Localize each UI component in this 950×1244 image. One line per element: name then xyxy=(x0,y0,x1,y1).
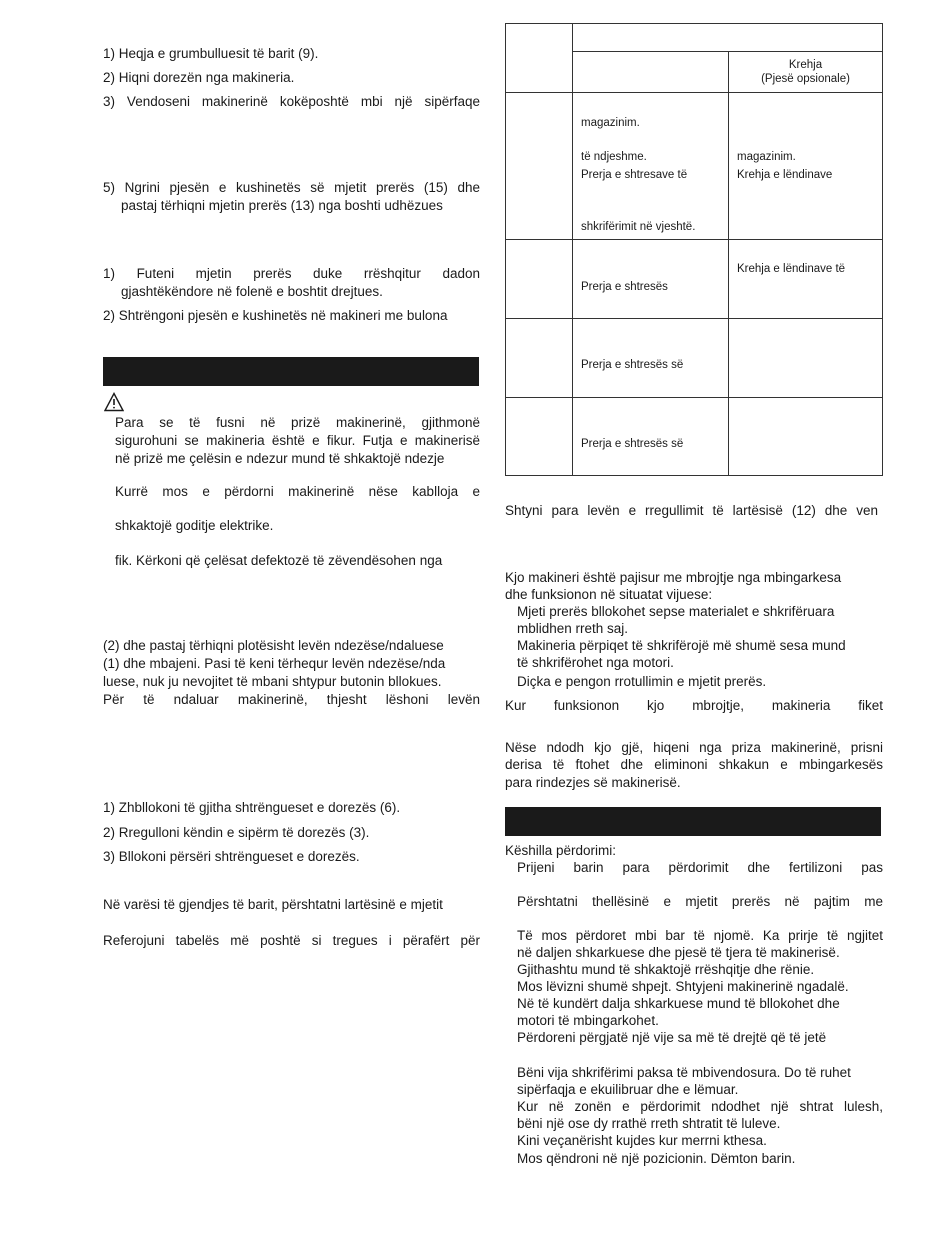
tip-depth: Përshtatni thellësinë e mjetit prerës në pajtim me xyxy=(517,894,883,909)
table-reference-line: Referojuni tabelës më poshtë si tregues i përafërt për xyxy=(103,933,480,948)
table-header-col2 xyxy=(573,52,729,93)
tip-speed-1: Mos lëvizni shumë shpejt. Shtyjeni makinerinë ngadalë. xyxy=(517,979,849,994)
r4c2-line: Prerja e shtresës së xyxy=(581,438,684,450)
tip-wet-1: Të mos përdoret mbi bar të njomë. Ka prirje të ngjitet xyxy=(517,928,883,943)
overload-item-2b: të shkrifërohet nga motori. xyxy=(517,655,674,670)
overload-intro-1: Kjo makineri është pajisur me mbrojtje nga mbingarkesa xyxy=(505,570,842,585)
r2c3-line: Krehja e lëndinave të xyxy=(737,263,846,275)
r1c2-line-2: të ndjeshme. xyxy=(581,151,647,163)
r3c2-line: Prerja e shtresës së xyxy=(581,359,684,371)
section-header-bar-right xyxy=(505,807,881,836)
r1c2-line-3: Prerja e shtresave të xyxy=(581,169,688,181)
step-insert-tool: 1) Futeni mjetin prerës duke rrëshqitur dadon xyxy=(103,266,480,281)
r1c2-line-1: magazinim. xyxy=(581,117,640,129)
warning-line-2: sigurohuni se makineria është e fikur. Futja e makinerisë xyxy=(115,433,480,448)
table-row1-col2 xyxy=(573,93,729,240)
lever-line-1: (2) dhe pastaj tërhiqni plotësisht levën ndezëse/ndaluese xyxy=(103,638,444,653)
table-row3-col2 xyxy=(573,319,729,398)
table-header-span xyxy=(573,24,883,52)
r1c2-line-4: shkrifërimit në vjeshtë. xyxy=(581,221,696,233)
tips-title: Këshilla përdorimi: xyxy=(505,843,617,858)
step-remove-collector: 1) Heqja e grumbulluesit të barit (9). xyxy=(103,46,319,61)
tip-no-standing: Mos qëndroni në një pozicionin. Dëmton barin. xyxy=(517,1151,796,1166)
tip-turns: Kini veçanërisht kujdes kur merrni kthesa. xyxy=(517,1133,767,1148)
reset-line-1: Nëse ndodh kjo gjë, hiqeni nga priza makinerinë, prisni xyxy=(505,740,883,755)
r2c2-line: Prerja e shtresës xyxy=(581,281,668,293)
tip-wet-3: Gjithashtu mund të shkaktojë rrëshqitje dhe rënie. xyxy=(517,962,815,977)
tip-speed-3: motori të mbingarkohet. xyxy=(517,1013,659,1028)
handle-step-3: 3) Bllokoni përsëri shtrëngueset e dorezës. xyxy=(103,849,360,864)
table-row3-col3 xyxy=(729,319,883,398)
table-header-col3 xyxy=(729,52,883,93)
warning-shock: shkaktojë goditje elektrike. xyxy=(115,518,274,533)
table-row1-col3 xyxy=(729,93,883,240)
lever-line-4: Për të ndaluar makinerinë, thjesht lëshoni levën xyxy=(103,692,480,707)
r1c3-line-2: Krehja e lëndinave xyxy=(737,169,833,181)
tip-straight: Përdoreni përgjatë një vije sa më të drejtë që të jetë xyxy=(517,1030,827,1045)
tip-wet-2: në daljen shkarkuese dhe pjesë të tjera të makinerisë. xyxy=(517,945,840,960)
table-row1-label xyxy=(506,93,573,240)
warning-switch: fik. Kërkoni që çelësat defektozë të zëvendësohen nga xyxy=(115,553,443,568)
handle-step-1: 1) Zhbllokoni të gjitha shtrëngueset e dorezës (6). xyxy=(103,800,401,815)
overload-intro-2: dhe funksionon në situatat vijuese: xyxy=(505,587,713,602)
reset-line-2: derisa të ftohet dhe eliminoni shkakun e mbingarkesës xyxy=(505,757,883,772)
step-lift-bearing-cont: pastaj tërhiqni mjetin prerës (13) nga boshti udhëzues xyxy=(121,198,443,213)
table-header-empty xyxy=(506,24,573,93)
tip-overlap-1: Bëni vija shkrifërimi paksa të mbivendosura. Do të ruhet xyxy=(517,1065,851,1080)
overload-item-1b: mblidhen rreth saj. xyxy=(517,621,629,636)
table-row4-col2 xyxy=(573,398,729,476)
warning-line-1: Para se të fusni në prizë makinerinë, gjithmonë xyxy=(115,415,480,430)
table-row2-col3 xyxy=(729,240,883,319)
overload-item-3: Diçka e pengon rrotullimin e mjetit prerës. xyxy=(517,674,767,689)
warning-line-3: në prizë me çelësin e ndezur mund të shkaktojë ndezje xyxy=(115,451,445,466)
col3-subtitle: (Pjesë opsionale) xyxy=(761,73,850,85)
step-insert-tool-cont: gjashtëkëndore në folenë e boshtit drejtues. xyxy=(121,284,383,299)
table-row4-label xyxy=(506,398,573,476)
overload-item-1: Mjeti prerës bllokohet sepse materialet e shkrifëruara xyxy=(517,604,835,619)
tip-overlap-2: sipërfaqja e ekuilibruar dhe e lëmuar. xyxy=(517,1082,739,1097)
reset-line-3: para rindezjes së makinerisë. xyxy=(505,775,681,790)
col3-title: Krehja xyxy=(788,59,823,71)
section-header-bar-left xyxy=(103,357,479,386)
tip-flowerbed-2: bëni një ose dy rrathë rreth shtratit të luleve. xyxy=(517,1116,781,1131)
handle-step-2: 2) Rregulloni këndin e sipërm të dorezës (3). xyxy=(103,825,370,840)
push-lever-line: Shtyni para levën e rregullimit të lartësisë (12) dhe ven xyxy=(505,503,878,518)
overload-item-2: Makineria përpiqet të shkrifërojë më shumë sesa mund xyxy=(517,638,846,653)
table-row3-label xyxy=(506,319,573,398)
lever-line-2: (1) dhe mbajeni. Pasi të keni tërhequr levën ndezëse/nda xyxy=(103,656,446,671)
protection-active-line: Kur funksionon kjo mbrojtje, makineria fiket xyxy=(505,698,883,713)
tip-flowerbed-1: Kur në zonën e përdorimit ndodhet një shtrat lulesh, xyxy=(517,1099,883,1114)
height-adjust-line: Në varësi të gjendjes të barit, përshtatni lartësinë e mjetit xyxy=(103,897,443,912)
lever-line-3: luese, nuk ju nevojitet të mbani shtypur butonin bllokues. xyxy=(103,674,442,689)
table-row2-col2 xyxy=(573,240,729,319)
tip-speed-2: Në të kundërt dalja shkarkuese mund të bllokohet dhe xyxy=(517,996,840,1011)
table-row2-label xyxy=(506,240,573,319)
warning-cable: Kurrë mos e përdorni makinerinë nëse kablloja e xyxy=(115,484,480,499)
step-tighten-bolts: 2) Shtrëngoni pjesën e kushinetës në makineri me bulona xyxy=(103,308,448,323)
tip-mow: Prijeni barin para përdorimit dhe fertilizoni pas xyxy=(517,860,883,875)
settings-table xyxy=(505,23,883,476)
step-lift-bearing: 5) Ngrini pjesën e kushinetës së mjetit prerës (15) dhe xyxy=(103,180,480,195)
step-remove-handle: 2) Hiqni dorezën nga makineria. xyxy=(103,70,295,85)
step-turn-machine: 3) Vendoseni makinerinë kokëposhtë mbi një sipërfaqe xyxy=(103,94,480,109)
warning-icon xyxy=(104,392,124,412)
r1c3-line-1: magazinim. xyxy=(737,151,796,163)
table-row4-col3 xyxy=(729,398,883,476)
